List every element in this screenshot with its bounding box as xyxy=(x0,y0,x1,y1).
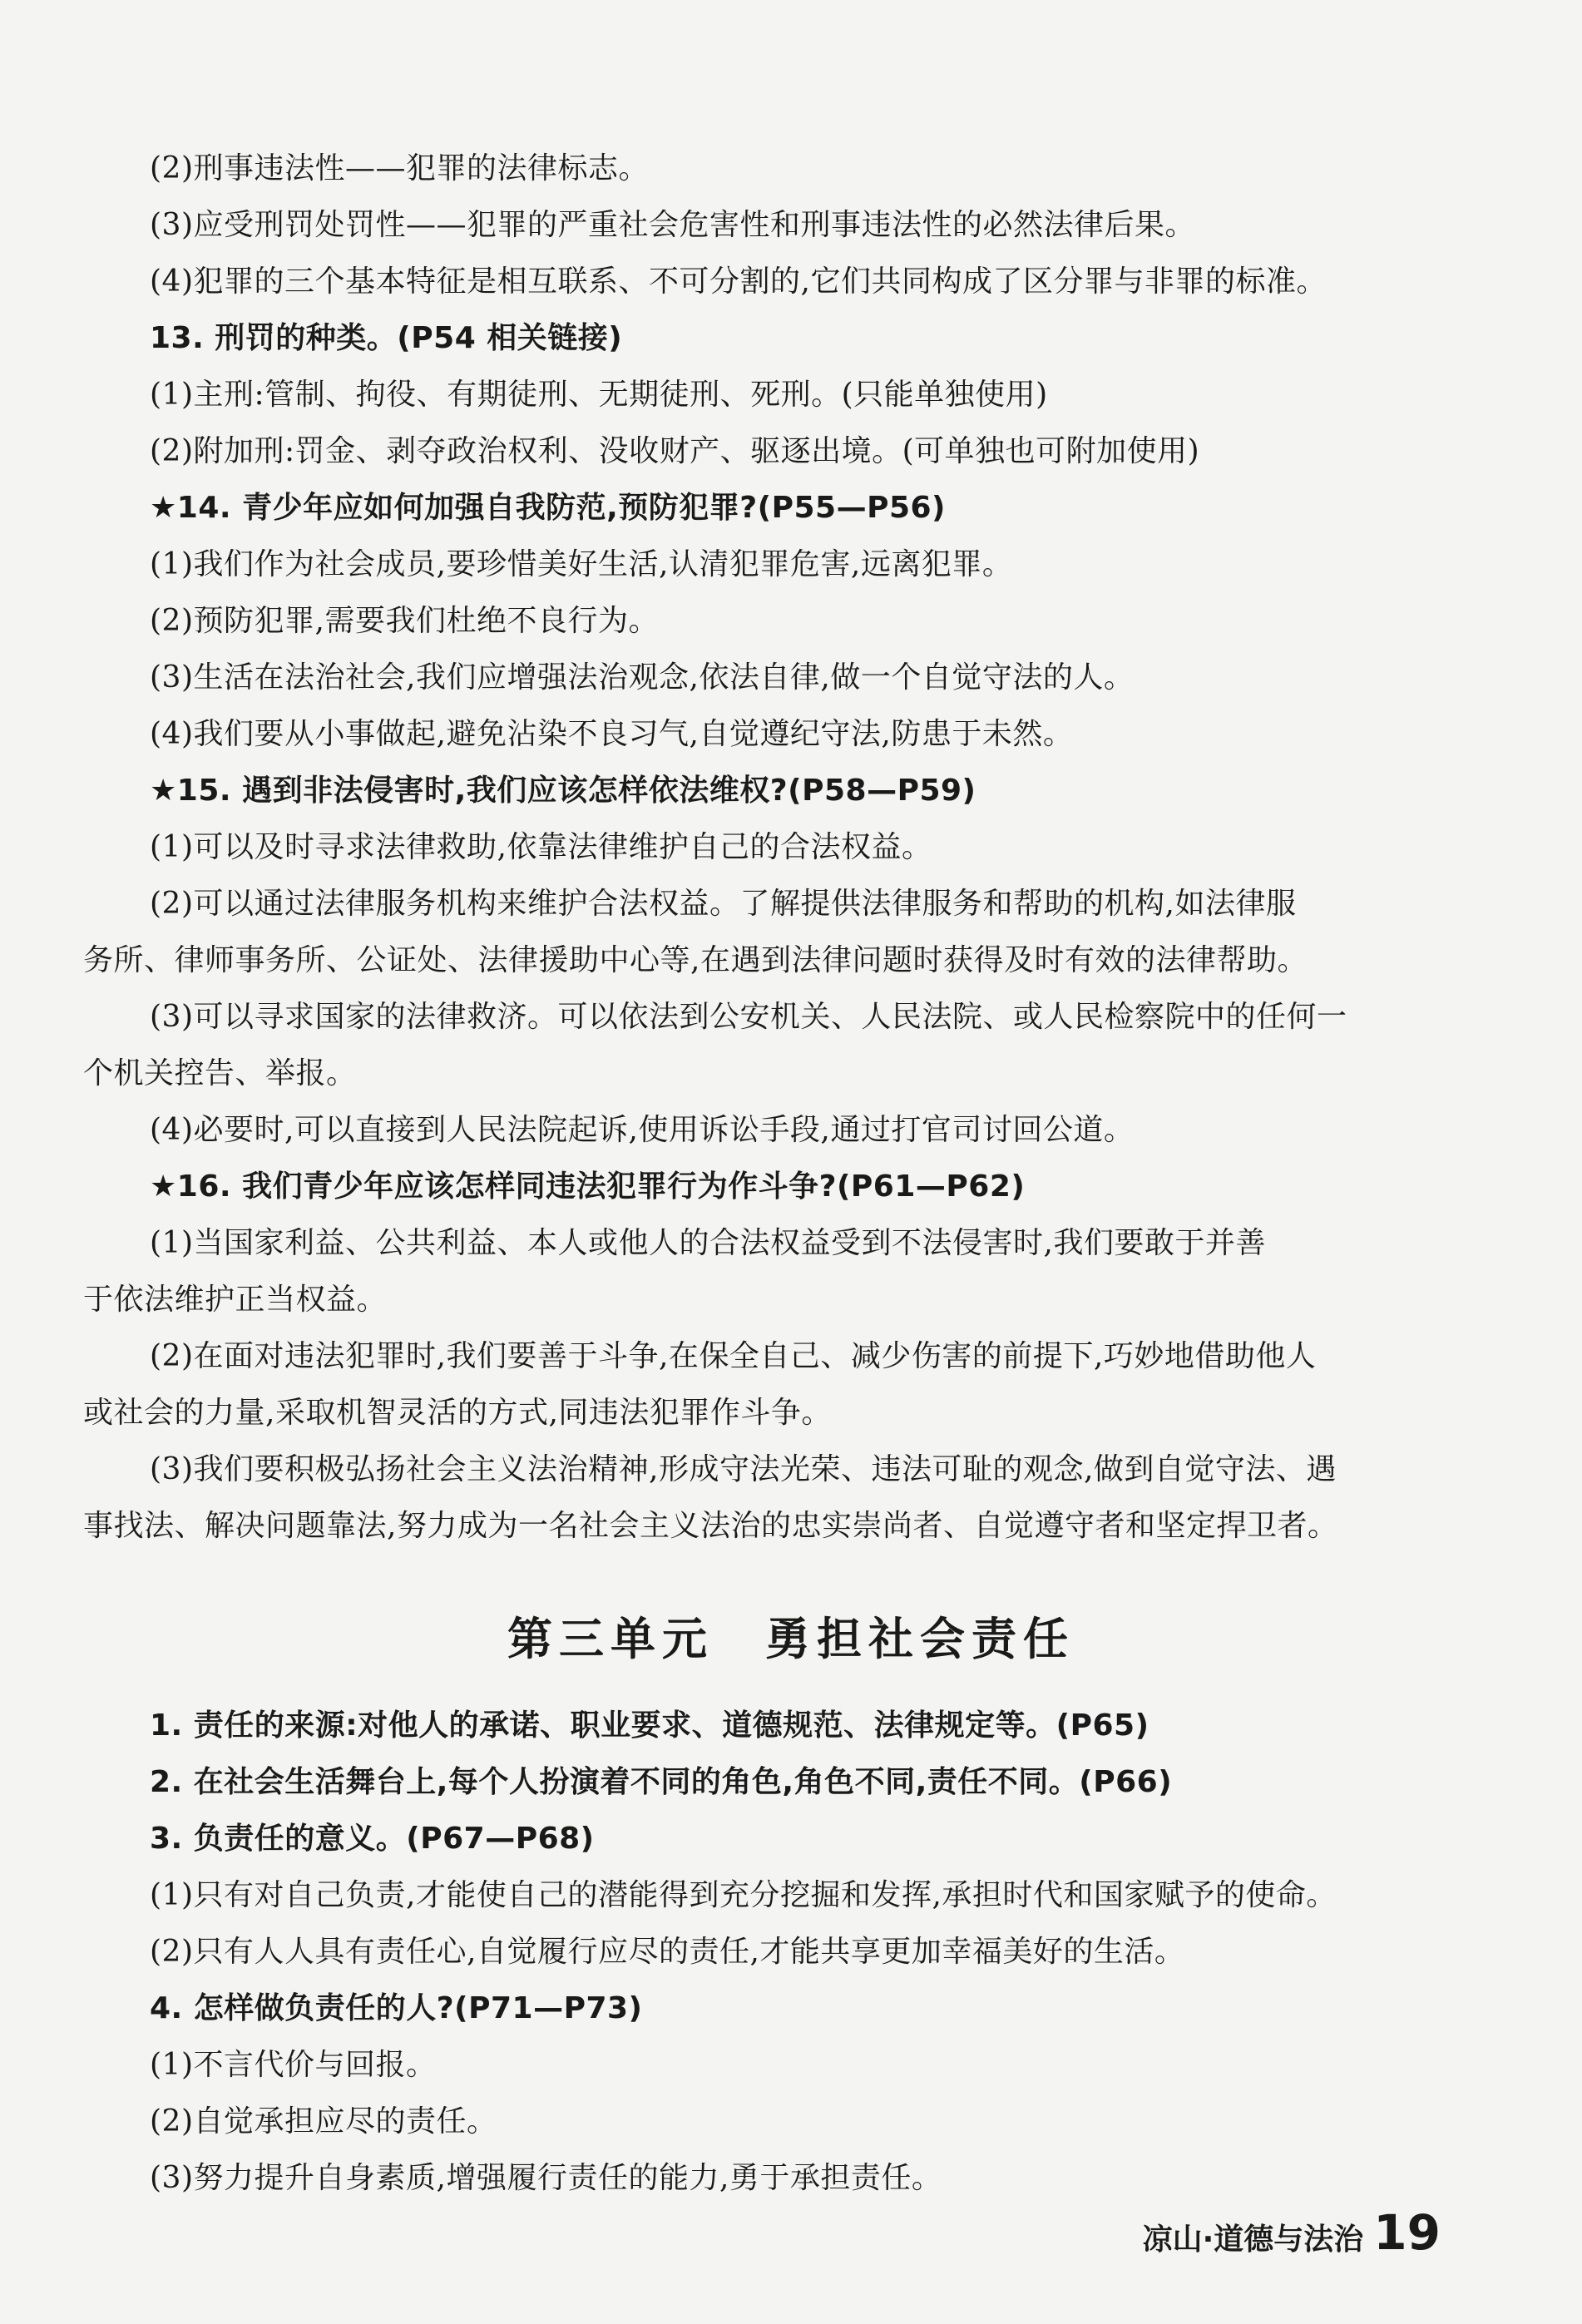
section-heading: 2. 在社会生活舞台上,每个人扮演着不同的角色,角色不同,责任不同。(P66) xyxy=(150,1765,1173,1799)
section-heading: 4. 怎样做负责任的人?(P71—P73) xyxy=(150,1991,643,2025)
section-heading: ★16. 我们青少年应该怎样同违法犯罪行为作斗争?(P61—P62) xyxy=(150,1169,1026,1204)
text-line: 务所、律师事务所、公证处、法律援助中心等,在遇到法律问题时获得及时有效的法律帮助。 xyxy=(83,943,1308,977)
section-heading: ★15. 遇到非法侵害时,我们应该怎样依法维权?(P58—P59) xyxy=(150,774,976,808)
section-heading: 3. 负责任的意义。(P67—P68) xyxy=(150,1822,595,1856)
text-line: 个机关控告、举报。 xyxy=(83,1056,357,1090)
text-line: (2)自觉承担应尽的责任。 xyxy=(150,2104,497,2139)
text-line: (1)只有对自己负责,才能使自己的潜能得到充分挖掘和发挥,承担时代和国家赋予的使命。 xyxy=(150,1878,1337,1912)
text-line: (4)犯罪的三个基本特征是相互联系、不可分割的,它们共同构成了区分罪与非罪的标准。 xyxy=(150,265,1327,299)
text-line: (1)我们作为社会成员,要珍惜美好生活,认清犯罪危害,远离犯罪。 xyxy=(150,547,1013,581)
text-line: (3)我们要积极弘扬社会主义法治精神,形成守法光荣、违法可耻的观念,做到自觉守法、遇 xyxy=(150,1452,1337,1486)
text-line: (3)努力提升自身素质,增强履行责任的能力,勇于承担责任。 xyxy=(150,2161,942,2195)
text-line: (1)当国家利益、公共利益、本人或他人的合法权益受到不法侵害时,我们要敢于并善 xyxy=(150,1226,1266,1260)
text-line: (1)不言代价与回报。 xyxy=(150,2048,437,2082)
page-footer xyxy=(1143,2204,1441,2261)
text-line: 于依法维护正当权益。 xyxy=(83,1283,388,1317)
text-line: (1)主刑:管制、拘役、有期徒刑、无期徒刑、死刑。(只能单独使用) xyxy=(150,378,1048,412)
text-line: (2)可以通过法律服务机构来维护合法权益。了解提供法律服务和帮助的机构,如法律服 xyxy=(150,887,1297,921)
text-line: (2)只有人人具有责任心,自觉履行应尽的责任,才能共享更加幸福美好的生活。 xyxy=(150,1935,1185,1969)
footer-label: 凉山·道德与法治 xyxy=(1142,2223,1364,2257)
section-heading: ★14. 青少年应如何加强自我防范,预防犯罪?(P55—P56) xyxy=(150,491,947,525)
text-line: (1)可以及时寻求法律救助,依靠法律维护自己的合法权益。 xyxy=(150,830,932,864)
section-heading: 13. 刑罚的种类。(P54 相关链接) xyxy=(150,321,623,355)
text-line: (4)必要时,可以直接到人民法院起诉,使用诉讼手段,通过打官司讨回公道。 xyxy=(150,1113,1135,1147)
text-line: (4)我们要从小事做起,避免沾染不良习气,自觉遵纪守法,防患于未然。 xyxy=(150,717,1074,751)
text-line: (2)刑事违法性——犯罪的法律标志。 xyxy=(150,151,649,185)
text-line: (2)在面对违法犯罪时,我们要善于斗争,在保全自己、减少伤害的前提下,巧妙地借助他人 xyxy=(150,1339,1317,1373)
text-line: 事找法、解决问题靠法,努力成为一名社会主义法治的忠实崇尚者、自觉遵守者和坚定捍卫者。 xyxy=(83,1509,1338,1543)
text-line: (3)生活在法治社会,我们应增强法治观念,依法自律,做一个自觉守法的人。 xyxy=(150,660,1135,695)
unit-title: 第三单元 勇担社会责任 xyxy=(507,1613,1075,1665)
page-number: 19 xyxy=(1373,2204,1441,2261)
text-line: 或社会的力量,采取机智灵活的方式,同违法犯罪作斗争。 xyxy=(83,1396,832,1430)
text-line: (3)应受刑罚处罚性——犯罪的严重社会危害性和刑事违法性的必然法律后果。 xyxy=(150,208,1195,242)
text-line: (2)预防犯罪,需要我们杜绝不良行为。 xyxy=(150,604,659,638)
section-heading: 1. 责任的来源:对他人的承诺、职业要求、道德规范、法律规定等。(P65) xyxy=(150,1708,1149,1743)
text-line: (3)可以寻求国家的法律救济。可以依法到公安机关、人民法院、或人民检察院中的任何一 xyxy=(150,1000,1347,1034)
text-line: (2)附加刑:罚金、剥夺政治权利、没收财产、驱逐出境。(可单独也可附加使用) xyxy=(150,434,1200,468)
